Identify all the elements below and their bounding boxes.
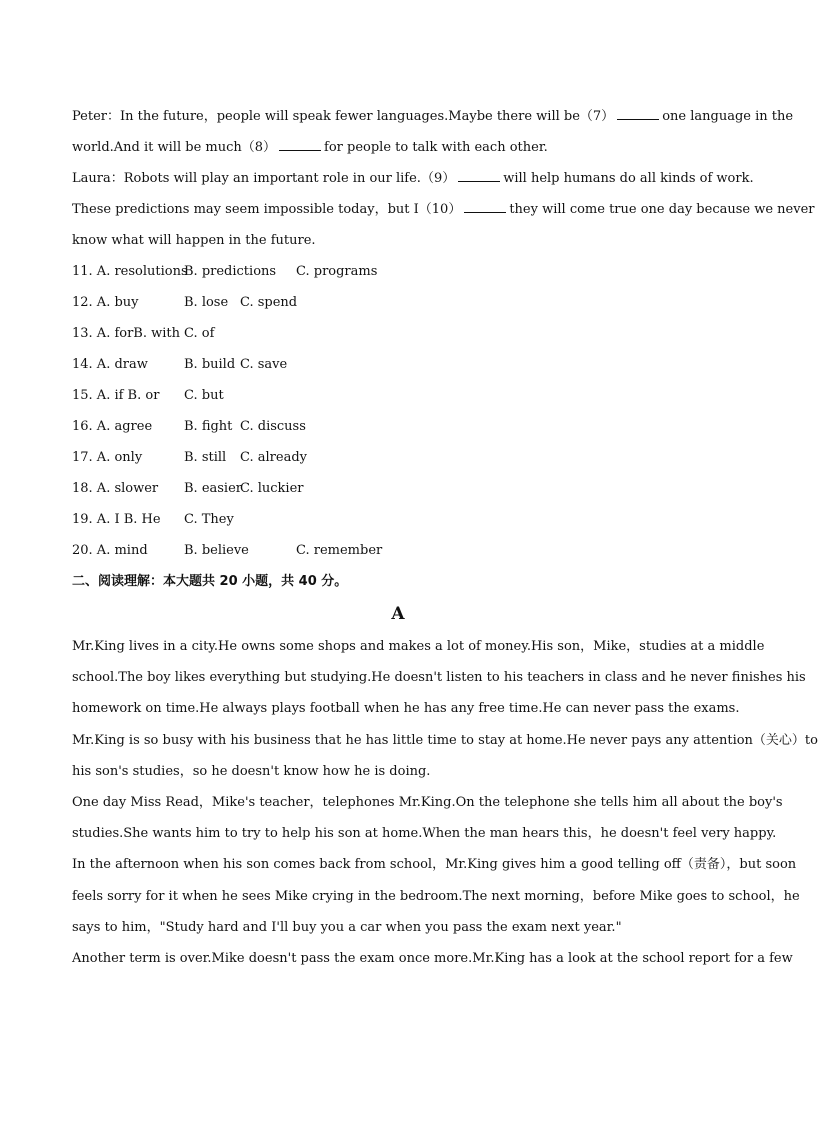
cloze-text: Laura：Robots will play an important role in our life.（9） (72, 171, 456, 186)
question-row (72, 442, 724, 473)
cloze-text: will help humans do all kinds of work. (503, 171, 754, 186)
passage-line: his son's studies，so he doesn't know how he is doing. (72, 763, 431, 779)
option-a: 13. A. forB. with (72, 326, 181, 341)
option-a: 20. A. mind (72, 543, 148, 558)
cloze-text: for people to talk with each other. (324, 140, 548, 155)
cloze-passage (72, 101, 815, 256)
cloze-line (72, 225, 724, 256)
passage-line: says to him，"Study hard and I'll buy you a car when you pass the exam next year." (72, 919, 622, 935)
cloze-line (72, 163, 754, 194)
cloze-line (72, 132, 724, 163)
passage-line: Another term is over.Mike doesn't pass the exam once more.Mr.King has a look at the school report for a few (72, 950, 793, 966)
option-c: C. discuss (240, 419, 306, 434)
option-c: C. remember (296, 543, 383, 558)
section-heading: 二、阅读理解：本大题共 20 小题，共 40 分。 (72, 574, 348, 589)
option-b: B. build (184, 357, 236, 372)
option-c: C. of (184, 326, 215, 341)
option-c: C. but (184, 388, 224, 403)
answer-blank (464, 201, 506, 213)
option-a: 18. A. slower (72, 481, 159, 496)
question-list (72, 256, 724, 566)
passage-line: school.The boy likes everything but studying.He doesn't listen to his teachers in class and he never finishes his (72, 670, 806, 686)
cloze-text: one language in the (662, 109, 794, 124)
option-b: B. predictions (184, 264, 277, 279)
passage-line: One day Miss Read，Mike's teacher，telephones Mr.King.On the telephone she tells him all about the boy's (72, 794, 783, 810)
question-row (72, 349, 724, 380)
question-row (72, 318, 724, 349)
cloze-text: These predictions may seem impossible today，but I（10） (72, 202, 462, 217)
answer-blank (617, 108, 659, 120)
passage-line: Mr.King lives in a city.He owns some shops and makes a lot of money.His son，Mike，studies at a middle (72, 639, 765, 654)
passage-line: Mr.King is so busy with his business that he has little time to stay at home.He never pays any attention（关心）to (72, 732, 818, 748)
cloze-text: they will come true one day because we never (509, 202, 815, 217)
question-row (72, 380, 724, 411)
option-c: C. already (240, 450, 307, 465)
option-c: C. programs (296, 264, 378, 279)
passage-title: A (391, 604, 405, 624)
answer-blank (458, 170, 500, 182)
option-b: B. fight (184, 419, 233, 434)
cloze-line (72, 194, 815, 225)
option-a: 16. A. agree (72, 419, 153, 434)
option-b: B. still (184, 450, 227, 465)
cloze-text: Peter：In the future，people will speak fewer languages.Maybe there will be（7） (72, 109, 615, 124)
option-a: 17. A. only (72, 450, 143, 465)
question-row (72, 504, 724, 535)
option-c: C. save (240, 357, 288, 372)
passage-line: homework on time.He always plays football when he has any free time.He can never pass the exams. (72, 701, 740, 717)
option-c: C. spend (240, 295, 298, 310)
option-b: B. easier (184, 481, 242, 496)
answer-blank (279, 139, 321, 151)
option-a: 12. A. buy (72, 295, 139, 310)
option-a: 19. A. I B. He (72, 512, 161, 527)
passage-line: feels sorry for it when he sees Mike crying in the bedroom.The next morning，before Mike goes to school，he (72, 888, 800, 904)
question-row (72, 287, 724, 318)
cloze-text: know what will happen in the future. (72, 233, 316, 248)
cloze-text: world.And it will be much（8） (72, 140, 277, 155)
option-a: 11. A. resolutions (72, 264, 188, 279)
option-c: C. luckier (240, 481, 304, 496)
question-row (72, 535, 724, 566)
passage-line: studies.She wants him to try to help his son at home.When the man hears this，he doesn't feel very happy. (72, 826, 777, 842)
question-row (72, 256, 724, 287)
option-b: B. believe (184, 543, 249, 558)
passage-line: In the afternoon when his son comes back from school，Mr.King gives him a good telling off（责备），but soon (72, 857, 797, 873)
cloze-line (72, 101, 794, 132)
option-b: B. lose (184, 295, 229, 310)
option-c: C. They (184, 512, 234, 527)
option-a: 15. A. if B. or (72, 388, 160, 403)
option-a: 14. A. draw (72, 357, 148, 372)
question-row (72, 473, 724, 504)
page-content (72, 101, 818, 974)
question-row (72, 411, 724, 442)
passage-body (72, 631, 818, 974)
